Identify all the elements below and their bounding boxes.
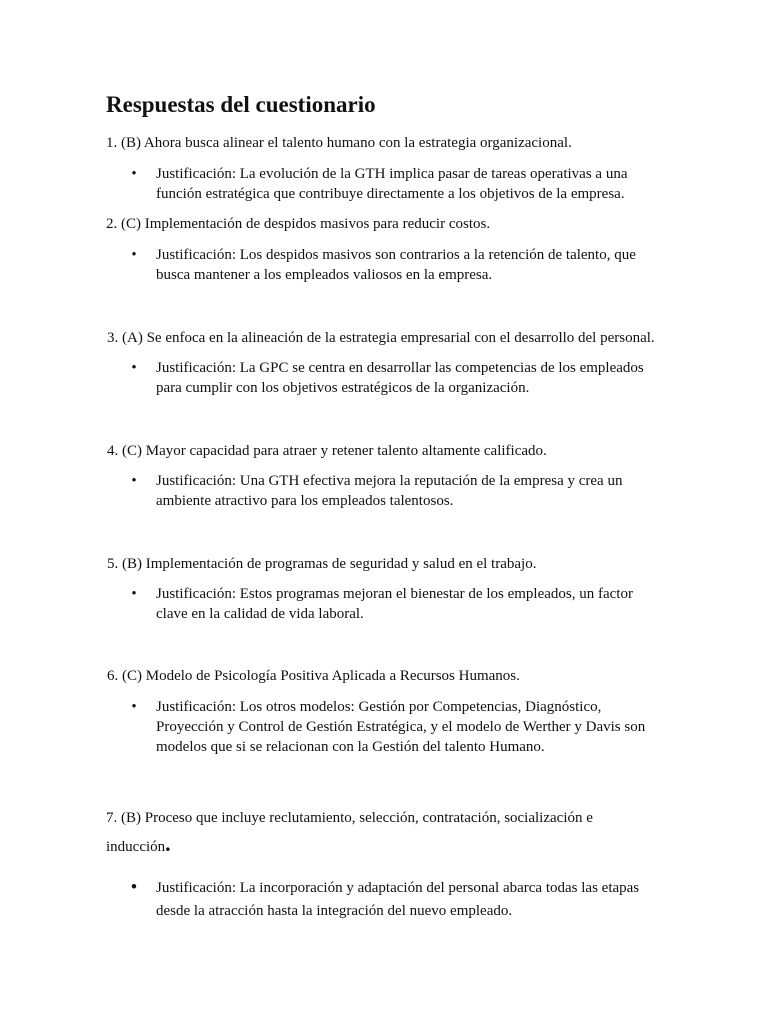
answer-7-text: 7. (B) Proceso que incluye reclutamiento, selección, contratación, socialización e inducción — [106, 810, 593, 855]
answer-2: 2. (C) Implementación de despidos masivos para reducir costos. — [106, 216, 491, 232]
answer-6: 6. (C) Modelo de Psicología Positiva Aplicada a Recursos Humanos. — [107, 668, 520, 684]
bullet-icon: • — [131, 473, 137, 489]
justification-4-text: Justificación: Una GTH efectiva mejora la reputación de la empresa y crea un ambiente atractivo para los empleados talentosos. — [156, 473, 623, 509]
bullet-icon: • — [131, 166, 137, 182]
bullet-icon: • — [130, 877, 138, 898]
answer-5: 5. (B) Implementación de programas de seguridad y salud en el trabajo. — [107, 556, 537, 572]
justification-1-text: Justificación: La evolución de la GTH implica pasar de tareas operativas a una función estratégica que contribuye directamente a los objetivos de la empresa. — [156, 166, 628, 202]
justification-6-text: Justificación: Los otros modelos: Gestión por Competencias, Diagnóstico, Proyección y Control de Gestión Estratégica, y el modelo de Werther y Davis son modelos que si se relacionan con la Gestión del talento Humano. — [156, 699, 646, 755]
answer-7-period: . — [165, 831, 171, 856]
justification-5-text: Justificación: Estos programas mejoran el bienestar de los empleados, un factor clave en la calidad de vida laboral. — [156, 586, 633, 622]
bullet-icon: • — [131, 247, 137, 263]
justification-7-text: Justificación: La incorporación y adaptación del personal abarca todas las etapas desde la atracción hasta la integración del nuevo empleado. — [156, 880, 640, 919]
bullet-icon: • — [131, 360, 137, 376]
answer-1: 1. (B) Ahora busca alinear el talento humano con la estrategia organizacional. — [106, 135, 572, 151]
justification-2-text: Justificación: Los despidos masivos son contrarios a la retención de talento, que busca mantener a los empleados valiosos en la empresa. — [156, 247, 636, 283]
answer-4: 4. (C) Mayor capacidad para atraer y retener talento altamente calificado. — [107, 443, 547, 459]
justification-3-text: Justificación: La GPC se centra en desarrollar las competencias de los empleados para cumplir con los objetivos estratégicos de la organización. — [156, 360, 644, 396]
bullet-icon: • — [131, 699, 137, 715]
bullet-icon: • — [131, 586, 137, 602]
answer-7 — [106, 804, 646, 862]
answer-3: 3. (A) Se enfoca en la alineación de la estrategia empresarial con el desarrollo del personal. — [107, 330, 655, 346]
page-title: Respuestas del cuestionario — [106, 92, 376, 117]
